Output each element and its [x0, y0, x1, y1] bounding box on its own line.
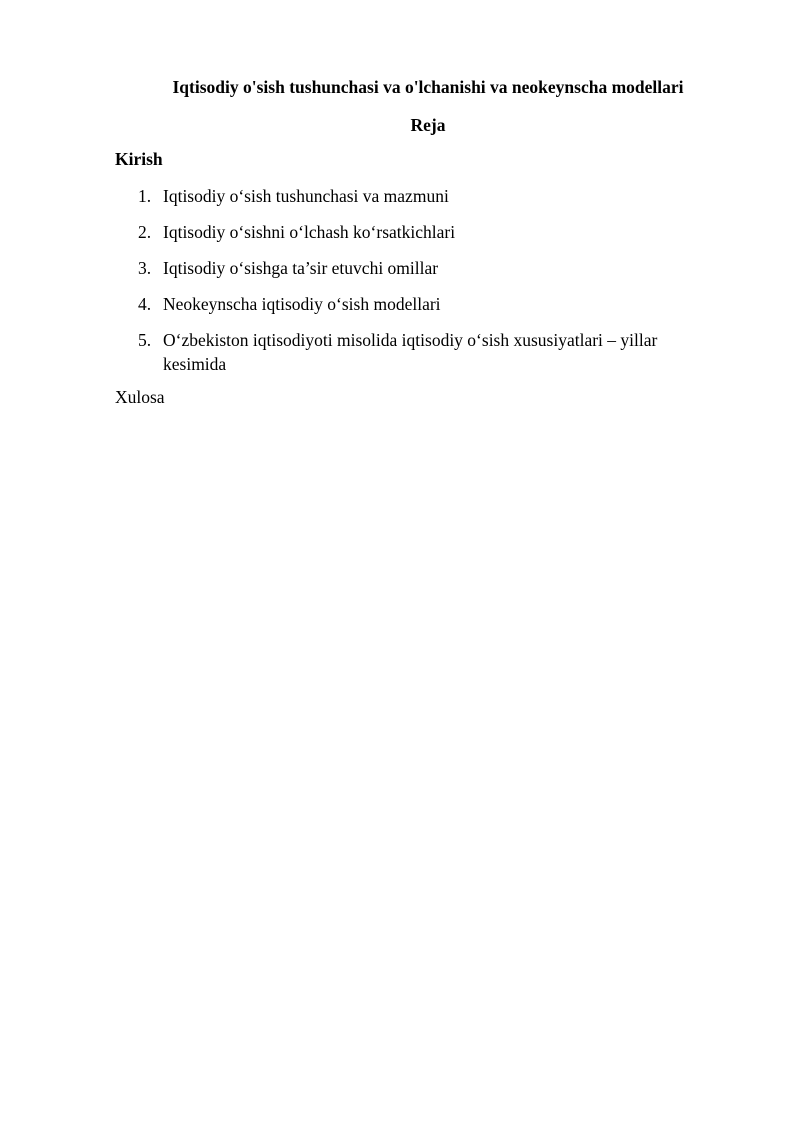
plan-item-text: Neokeynscha iqtisodiy o‘sish modellari: [163, 294, 441, 314]
plan-item: [0, 328, 800, 376]
plan-item: [0, 220, 800, 244]
plan-list: [0, 184, 800, 388]
plan-item-text: Iqtisodiy o‘sishni o‘lchash ko‘rsatkichlari: [163, 222, 456, 242]
document-title: Iqtisodiy o'sish tushunchasi va o'lchanishi va neokeynscha modellari: [172, 77, 684, 97]
plan-item-number: 3.: [138, 258, 152, 278]
plan-item-number: 2.: [138, 222, 152, 242]
plan-item-text: O‘zbekiston iqtisodiyoti misolida iqtisodiy o‘sish xususiyatlari – yillar kesimida: [163, 330, 658, 374]
conclusion-heading: Xulosa: [115, 387, 165, 407]
plan-item-number: 1.: [138, 186, 152, 206]
plan-heading: Reja: [410, 115, 446, 135]
intro-heading: Kirish: [115, 149, 163, 169]
plan-item-number: 5.: [138, 330, 152, 350]
plan-item-number: 4.: [138, 294, 152, 314]
plan-item: [0, 256, 800, 280]
plan-item-text: Iqtisodiy o‘sishga ta’sir etuvchi omillar: [163, 258, 439, 278]
plan-item: [0, 292, 800, 316]
plan-item: [0, 184, 800, 208]
plan-item-text: Iqtisodiy o‘sish tushunchasi va mazmuni: [163, 186, 449, 206]
